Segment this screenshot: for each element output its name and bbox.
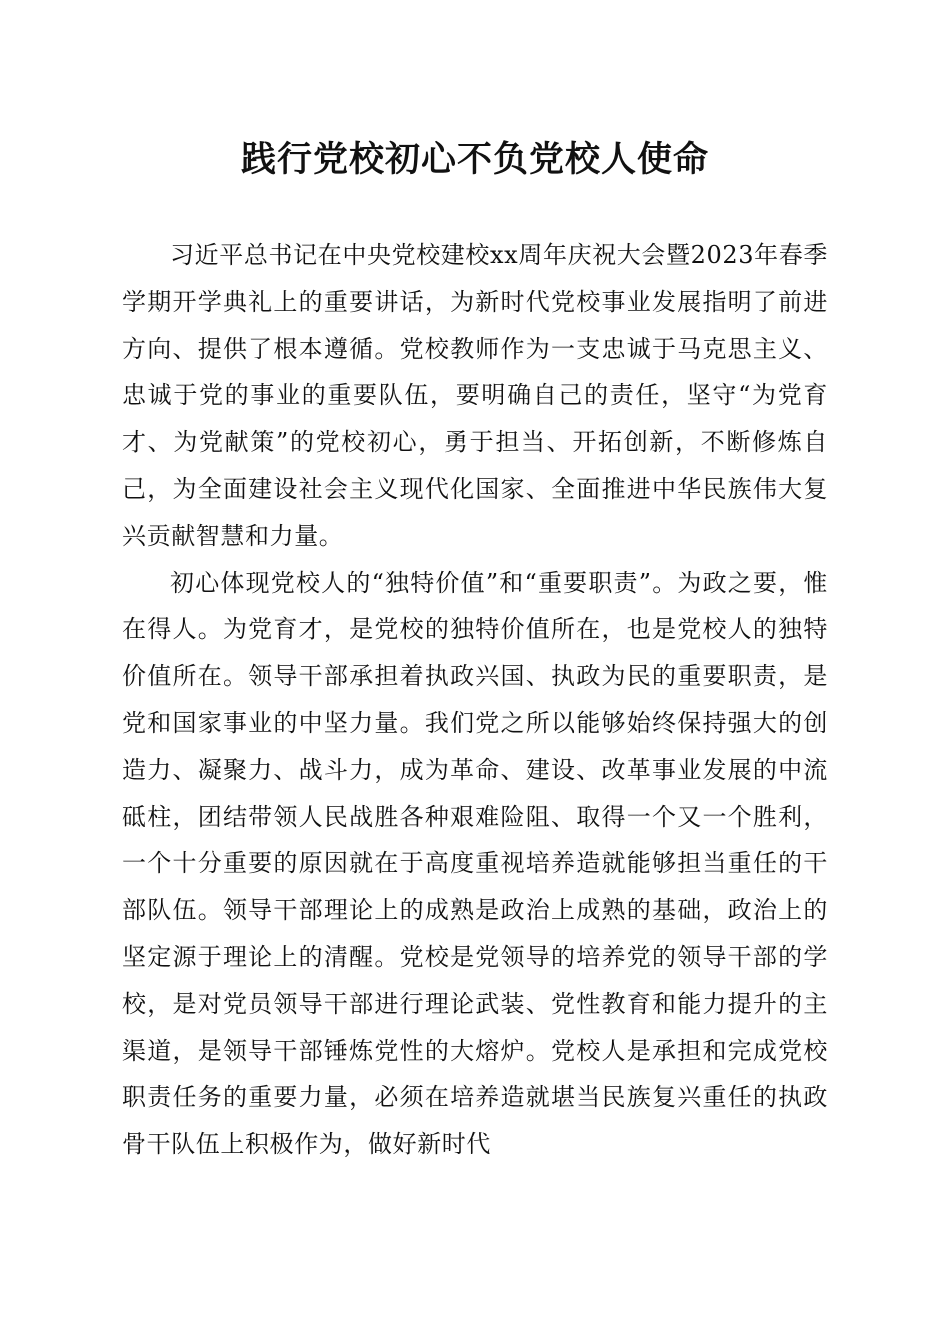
document-title: 践行党校初心不负党校人使命 [240,139,709,180]
document-body [122,232,828,1168]
paragraph-1: 习近平总书记在中央党校建校xx周年庆祝大会暨2023年春季学期开学典礼上的重要讲话，为新时代党校事业发展指明了前进方向、提供了根本遵循。党校教师作为一支忠诚于马克思主义、忠诚于党的事业的重要队伍，要明确自己的责任，坚守“为党育才、为党献策”的党校初心，勇于担当、开拓创新，不断修炼自己，为全面建设社会主义现代化国家、全面推进中华民族伟大复兴贡献智慧和力量。 [122,241,828,550]
paragraph-2: 初心体现党校人的“独特价值”和“重要职责”。为政之要，惟在得人。为党育才，是党校的独特价值所在，也是党校人的独特价值所在。领导干部承担着执政兴国、执政为民的重要职责，是党和国家事业的中坚力量。我们党之所以能够始终保持强大的创造力、凝聚力、战斗力，成为革命、建设、改革事业发展的中流砥柱，团结带领人民战胜各种艰难险阻、取得一个又一个胜利，一个十分重要的原因就在于高度重视培养造就能够担当重任的干部队伍。领导干部理论上的成熟是政治上成熟的基础，政治上的坚定源于理论上的清醒。党校是党领导的培养党的领导干部的学校，是对党员领导干部进行理论武装、党性教育和能力提升的主渠道，是领导干部锤炼党性的大熔炉。党校人是承担和完成党校职责任务的重要力量，必须在培养造就堪当民族复兴重任的执政骨干队伍上积极作为，做好新时代 [122,568,828,1159]
